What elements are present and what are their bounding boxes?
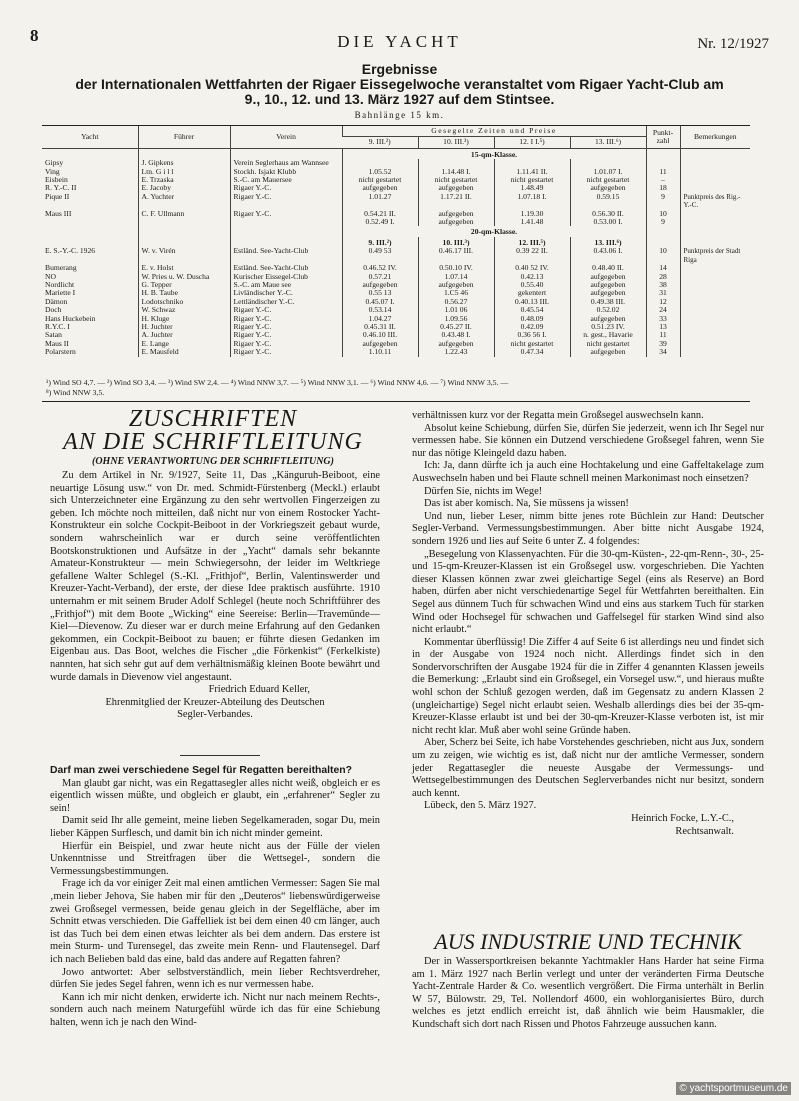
table-cell: Livländischer Y.-C.	[230, 289, 342, 297]
table-cell: 0.51.23 IV.	[570, 323, 646, 331]
table-cell: Hans Huckebein	[45, 314, 96, 323]
table-cell: 0.52.49 I.	[342, 218, 418, 226]
table-cell: E. Trzaska	[138, 176, 230, 184]
results-heading-block	[0, 62, 799, 107]
wind-footnotes	[46, 378, 746, 398]
table-cell: G. Tepper	[138, 281, 230, 289]
course-length: Bahnlänge 15 km.	[354, 110, 445, 120]
table-cell: Rigaer Y.-C.	[230, 315, 342, 323]
table-cell: 1.10.11	[342, 348, 418, 356]
table-cell: nicht gestartet	[418, 176, 494, 184]
table-cell: nicht gestartet	[570, 340, 646, 348]
right-p3: Ich: Ja, dann dürfte ich ja auch eine Hochtakelung und eine Gaffeltakelage zum Auswechseln haben und bei Flaute schnell meinen Markonimast noch einsetzen?	[412, 460, 764, 484]
table-cell: 0.59.15	[570, 193, 646, 210]
table-cell: aufgegeben	[570, 315, 646, 323]
results-table-box	[42, 125, 750, 402]
segel-p3: Hierfür ein Beispiel, und zwar heute nicht aus der Fülle der vielen Unkenntnisse und Streitfragen über die Wettsegel-, sondern die Vermessungsbestimmungen.	[50, 840, 380, 877]
table-cell: Estländ. See-Yacht-Club	[230, 264, 342, 272]
footnote-line1: ¹) Wind SO 4,7. — ²) Wind SO 3,4. — ³) Wind SW 2,4. — ⁴) Wind NNW 3,7. — ⁵) Wind NNW 3,1. — ⁶) Wind NNW 4,6. — ⁷) Wind NNW 3,5. —	[46, 378, 509, 387]
table-row	[42, 176, 750, 184]
zuschriften-title1: ZUSCHRIFTEN	[128, 406, 298, 432]
right-p7: „Besegelung von Klassenyachten. Für die 30-qm-Küsten-, 22-qm-Renn-, 30-, 25- und 15-qm-Kreuzer-Klassen ist ein Großsegel usw. vorgeschrieben. Die Yachten dieser Klassen können zwar zwei gleichartige Segel (eins als Reserve) an Bord haben, dürfen aber nicht verschiedenartige Segel für Wettfahrten bereithalten. Ein Segel aus dünnem Tuch für schwachen Wind und eins aus starkem Tuch für starken Wind oder Hochsegel für schwachen und Gaffelsegel für starken Wind sind also nicht erlaubt.“	[412, 548, 764, 636]
table-cell: 0.48.40 II.	[570, 264, 646, 272]
industrie-p1: Der in Wassersportkreisen bekannte Yachtmakler Hans Harder hat seine Firma am 1. März 1927 nach Berlin verlegt und unter der veränderten Firma Deutsche Yacht-Zentrale Harder & Co. wesentlich vergrößert. Die Firma unterhält in Berlin W 57, Bülowstr. 29, Tel. Nollendorf 4600, ein wohlorganisiertes Büro, durch welches es jetzt endlich erreicht ist, daß ähnlich wie beim Hausmakler, die Kundschaft sich dort nach Rissen und Photos Fahrzeuge aussuchen kann.	[412, 956, 764, 1030]
table-cell: Eisbein	[45, 176, 68, 185]
table-cell: Punktpreis des Rig.-Y.-C.	[680, 193, 750, 210]
table-cell: 0.49 53	[342, 247, 418, 264]
right-place: Lübeck, den 5. März 1927.	[424, 800, 537, 812]
table-cell: 10	[646, 247, 680, 264]
table-cell	[680, 159, 750, 167]
table-cell: Punktpreis der Stadt Riga	[680, 247, 750, 264]
table-cell	[646, 159, 680, 167]
zuschriften-title2: AN DIE SCHRIFTLEITUNG	[63, 429, 363, 455]
table-row	[42, 289, 750, 297]
table-cell: S.-C. am Maue see	[230, 281, 342, 289]
table-cell: Lettländischer Y.-C.	[230, 298, 342, 306]
table-cell: aufgegeben	[570, 273, 646, 281]
article-segel-continued	[412, 410, 764, 838]
table-cell: 0.45.54	[494, 306, 570, 314]
table-cell: nicht gestartet	[494, 340, 570, 348]
segel-p4: Frage ich da vor einiger Zeit mal einen amtlichen Vermesser: Sagen Sie mal ‚mein lieber Jehova, Sie haben mir für den „Deuteros“ liebenswürdigerweise zwei Großsegel vermessen, beide genau gleich in der Segelfläche, aber im Schnitt etwas verschieden. Die Gaffelliek ist bei dem einen 40 cm länger, auch ist das Tuch bei dem einen etwas leichter als bei dem andern. Das erstere ist mein Sturm- und Turensegel, das zweite mein Renn- und Flautensegel. Darf ich nach Belieben bald das eine, bald das andere auf Regatten fahren?	[50, 878, 380, 965]
table-cell: 11	[646, 168, 680, 176]
results-line2: 9., 10., 12. und 13. März 1927 auf dem Stintsee.	[244, 91, 555, 107]
table-cell: 0.55.40	[494, 281, 570, 289]
table-cell	[680, 273, 750, 281]
table-cell: 1.01 06	[418, 306, 494, 314]
table-cell: 0.42.13	[494, 273, 570, 281]
table-cell: 1.11.41 II.	[494, 168, 570, 176]
table-row	[42, 218, 750, 226]
right-p4: Dürfen Sie, nichts im Wege!	[424, 485, 543, 497]
table-cell: 1.14.48 I.	[418, 168, 494, 176]
table-cell: 28	[646, 273, 680, 281]
table-cell	[570, 159, 646, 167]
table-row	[42, 159, 750, 167]
table-row	[42, 315, 750, 323]
table-row	[42, 193, 750, 210]
table-cell: W. v. Virén	[138, 247, 230, 264]
table-row	[42, 306, 750, 314]
table-cell: 10	[646, 210, 680, 218]
focke-signature: Heinrich Focke, L.Y.-C.,	[631, 813, 734, 824]
table-cell: 0.55 13	[342, 289, 418, 297]
table-row	[42, 348, 750, 356]
table-cell	[680, 289, 750, 297]
table-cell: Estländ. See-Yacht-Club	[230, 247, 342, 264]
segel-p6: Kann ich mir nicht denken, erwiderte ich. Nicht nur nach meinem Rechts-, sondern auch nach meinem Naturgefühl würde ich das für eine Schiebung halten, wenn ich je nach den Wind-	[50, 991, 380, 1028]
table-row	[42, 298, 750, 306]
table-cell: aufgegeben	[418, 281, 494, 289]
table-cell: Rigaer Y.-C.	[230, 210, 342, 218]
table-cell: A. Juchter	[138, 331, 230, 339]
keller-title1: Ehrenmitglied der Kreuzer-Abteilung des Deutschen	[105, 696, 325, 708]
table-row	[42, 210, 750, 218]
table-cell: aufgegeben	[570, 281, 646, 289]
results-heading: Ergebnisse	[361, 61, 438, 77]
letter-keller	[50, 470, 380, 722]
col-bemerkungen: Bemerkungen	[680, 126, 750, 148]
table-cell: 0.42.09	[494, 323, 570, 331]
col-race3: 12. I I.⁵)	[494, 137, 570, 148]
table-cell: H. B. Taube	[138, 289, 230, 297]
table-cell	[42, 218, 138, 226]
issue-number: Nr. 12/1927	[697, 36, 769, 52]
table-row	[42, 323, 750, 331]
table-cell: aufgegeben	[342, 340, 418, 348]
table-cell: 1.C5 46	[418, 289, 494, 297]
table-cell: Gipsy	[45, 159, 64, 168]
table-cell: 0.52.02	[570, 306, 646, 314]
right-p9: Aber, Scherz bei Seite, ich habe Vorstehendes geschrieben, nicht aus Jux, sondern um zu zeigen, wie wichtig es ist, daß nicht nur der amtliche Vermesser, sondern jeder Regattasegler die neueste Ausgabe der Vermessungs- und Wettsegelbestimmungen des Deutschen Seglerverbandes nicht nur besitzt, sondern auch kennt.	[412, 737, 764, 799]
table-cell: 0.39 22 II.	[494, 247, 570, 264]
table-cell: nicht gestartet	[570, 176, 646, 184]
table-cell: 0.40.13 III.	[494, 298, 570, 306]
table-cell: Ltn. G i l l	[138, 168, 230, 176]
zuschriften-subtitle: (OHNE VERANTWORTUNG DER SCHRIFTLEITUNG)	[92, 456, 334, 467]
focke-title: Rechtsanwalt.	[675, 825, 734, 837]
table-cell: Rigaer Y.-C.	[230, 331, 342, 339]
table-cell: Rigaer Y.-C.	[230, 193, 342, 210]
table-cell: E. Mausfeld	[138, 348, 230, 356]
table-cell: n. gest., Havarie	[570, 331, 646, 339]
table-cell: 1.41.48	[494, 218, 570, 226]
table-cell	[494, 159, 570, 167]
table-cell: aufgegeben	[418, 184, 494, 192]
table-cell	[680, 210, 750, 218]
table-cell: aufgegeben	[570, 184, 646, 192]
table-cell: C. F. Ullmann	[138, 210, 230, 218]
col-fuehrer: Führer	[138, 126, 230, 148]
table-cell	[680, 281, 750, 289]
table-cell: 0.45.07 I.	[342, 298, 418, 306]
table-cell	[680, 315, 750, 323]
table-cell: 0.53.14	[342, 306, 418, 314]
table-cell	[680, 340, 750, 348]
table-cell: gekentert	[494, 289, 570, 297]
results-table	[42, 126, 750, 357]
table-row	[42, 273, 750, 281]
segel-p1: Man glaubt gar nicht, was ein Regattasegler alles nicht weiß, obgleich er es eigentlich wissen müßte, und obgleich er glaubt, ein „erfahrener“ Segler zu sein!	[50, 777, 380, 814]
table-cell: aufgegeben	[418, 210, 494, 218]
table-cell	[680, 331, 750, 339]
table-cell: Rigaer Y.-C.	[230, 340, 342, 348]
segel-p5: Jowo antwortet: Aber selbstverständlich, mein lieber Rechtsverdreher, dürfen Sie jedes Segel fahren, wenn ich es nur vermessen habe.	[50, 966, 380, 991]
table-cell: 12	[646, 298, 680, 306]
table-cell: 0.57.21	[342, 273, 418, 281]
table-cell: 0.50.10 IV.	[418, 264, 494, 272]
col-zeiten: Gesegelte Zeiten und Preise	[342, 126, 646, 137]
table-cell: aufgegeben	[342, 281, 418, 289]
table-row	[42, 340, 750, 348]
table-cell: Dämon	[45, 297, 68, 306]
race2-20: 10. III.³)	[418, 237, 494, 247]
col-race4: 13. III.⁶)	[570, 137, 646, 148]
race4-20: 13. III.⁶)	[570, 237, 646, 247]
right-p5: Das ist aber komisch. Na, Sie müssens ja wissen!	[424, 498, 629, 510]
table-cell: Kurischer Eissegel-Club	[230, 273, 342, 281]
table-cell: 0.46.52 IV.	[342, 264, 418, 272]
table-cell	[342, 159, 418, 167]
footnote-line2: ⁸) Wind NNW 3,5.	[46, 388, 105, 397]
class-20-label: 20-qm-Klasse.	[342, 226, 646, 236]
table-cell: Rigaer Y.-C.	[230, 306, 342, 314]
table-cell: Doch	[45, 306, 62, 315]
table-cell: W. Pries u. W. Duscha	[138, 273, 230, 281]
class-15-label: 15-qm-Klasse.	[342, 148, 646, 159]
table-cell	[680, 298, 750, 306]
table-cell	[680, 306, 750, 314]
table-cell: 13	[646, 323, 680, 331]
table-row	[42, 331, 750, 339]
zuschriften-heading	[58, 408, 368, 454]
right-p6: Und nun, lieber Leser, nimm bitte jenes rote Büchlein zur Hand: Deutscher Segler-Verband. Vermessungsbestimmungen. Aber bitte nicht Ausgabe 1924, sondern 1926 und lies auf Seite 6 unter Z. 4 folgendes:	[412, 510, 764, 547]
table-cell: E. Jacoby	[138, 184, 230, 192]
table-cell: E. v. Holst	[138, 264, 230, 272]
table-cell: –	[646, 176, 680, 184]
table-cell: 0.36 56 I.	[494, 331, 570, 339]
table-cell: nicht gestartet	[494, 176, 570, 184]
table-cell: 0.43.48 I.	[418, 331, 494, 339]
table-row	[42, 184, 750, 192]
table-cell	[680, 176, 750, 184]
table-cell: Polarstern	[45, 348, 76, 357]
table-cell	[138, 218, 230, 226]
table-cell: Maus III	[45, 209, 72, 218]
table-cell: 1.07.14	[418, 273, 494, 281]
table-cell: aufgegeben	[570, 289, 646, 297]
table-cell: 0.45.31 II.	[342, 323, 418, 331]
table-cell: 38	[646, 281, 680, 289]
col-punktzahl: Punkt-zahl	[646, 126, 680, 148]
table-cell: 14	[646, 264, 680, 272]
table-cell	[680, 348, 750, 356]
col-verein: Verein	[230, 126, 342, 148]
table-cell: S.-C. am Mauersee	[230, 176, 342, 184]
table-cell: A. Yuchter	[138, 193, 230, 210]
table-cell: 0.46.17 III.	[418, 247, 494, 264]
table-cell: Bumerang	[45, 264, 77, 273]
col-yacht: Yacht	[42, 126, 138, 148]
table-cell: 1.04.27	[342, 315, 418, 323]
table-cell: Rigaer Y.-C.	[230, 184, 342, 192]
table-cell: 0.43.06 I.	[570, 247, 646, 264]
table-cell: 9	[646, 193, 680, 210]
table-cell: Ving	[45, 167, 60, 176]
table-cell: Lodotschniko	[138, 298, 230, 306]
keller-title2: Segler-Verbandes.	[177, 709, 253, 721]
table-cell	[680, 264, 750, 272]
right-p1: verhältnissen kurz vor der Regatta mein Großsegel auswechseln kann.	[412, 410, 704, 421]
table-cell: NO	[45, 272, 56, 281]
table-cell: Rigaer Y.-C.	[230, 348, 342, 356]
watermark: © yachtsportmuseum.de	[676, 1082, 791, 1095]
table-cell: Verein Seglerhaus am Wannsee	[230, 159, 342, 167]
table-cell: E. S.-Y.-C. 1926	[45, 247, 96, 256]
table-cell: E. Lange	[138, 340, 230, 348]
table-cell: 1.07.18 I.	[494, 193, 570, 210]
article-industrie	[412, 956, 764, 1032]
table-cell: 1.09.56	[418, 315, 494, 323]
table-cell: Mariette I	[45, 289, 76, 298]
table-cell: 1.05.52	[342, 168, 418, 176]
results-line1: der Internationalen Wettfahrten der Rigaer Eissegelwoche veranstaltet vom Rigaer Yacht-Club am	[75, 76, 724, 92]
right-p8: Kommentar überflüssig! Die Ziffer 4 auf Seite 6 ist allerdings neu und findet sich in der Ausgabe von 1924 noch nicht. Allerdings findet sich in den Sondervorschriften der Ausgabe 1924 für die in Ziffer 4 genannten Klassen jeweils die Bemerkung: „Erlaubt sind ein Großsegel, ein Vorsegel usw.“, und hieraus mußte wohl schon der Schluß gezogen werden, daß im Gegensatz zu andern Klassen 2 (ungleichartige) Segel nicht erlaubt seien. Weshalb allerdings dies bei der 35-qm-Kreuzer-Klasse erlaubt ist und bei der 30-qm-Kreuzer-Klasse verboten ist, ist mir nicht recht klar. Muß aber wohl seine Gründe haben.	[412, 636, 764, 736]
table-cell: 0.40 52 IV.	[494, 264, 570, 272]
industrie-heading: AUS INDUSTRIE UND TECHNIK	[434, 929, 742, 954]
segel-p2: Damit seid Ihr alle gemeint, meine lieben Segelkameraden, sogar Du, mein lieber Käppen Surflesch, und damit bin ich nicht minder gemeint.	[50, 815, 380, 839]
table-cell: J. Gipkens	[138, 159, 230, 167]
table-cell: W. Schwaz	[138, 306, 230, 314]
segel-heading: Darf man zwei verschiedene Segel für Regatten bereithalten?	[50, 765, 352, 776]
table-cell: 0.56.30 II.	[570, 210, 646, 218]
table-cell: 0.46.10 III.	[342, 331, 418, 339]
race1-20: 9. III.²)	[342, 237, 418, 247]
table-cell: 33	[646, 315, 680, 323]
table-cell: Nordlicht	[45, 280, 75, 289]
table-row	[42, 168, 750, 176]
table-cell: Satan	[45, 331, 62, 340]
table-cell: aufgegeben	[418, 218, 494, 226]
table-cell: 0.48.09	[494, 315, 570, 323]
divider	[180, 755, 260, 756]
table-cell: 11	[646, 331, 680, 339]
table-cell: 1.17.21 II.	[418, 193, 494, 210]
table-cell: R. Y.-C. II	[45, 184, 77, 193]
table-cell: aufgegeben	[342, 184, 418, 192]
table-cell: 0.47.34	[494, 348, 570, 356]
journal-title: DIE YACHT	[337, 32, 462, 51]
table-cell: H. Juchter	[138, 323, 230, 331]
table-cell	[680, 168, 750, 176]
table-row	[42, 264, 750, 272]
table-cell: 1.22.43	[418, 348, 494, 356]
table-cell	[680, 218, 750, 226]
table-cell: 0.56.27	[418, 298, 494, 306]
table-cell: 1.01.27	[342, 193, 418, 210]
table-cell: aufgegeben	[570, 348, 646, 356]
table-cell: 9	[646, 218, 680, 226]
table-cell: 0.45.27 II.	[418, 323, 494, 331]
article-segel	[50, 765, 380, 1029]
table-cell: 1.19.30	[494, 210, 570, 218]
table-cell: 0.53.00 I.	[570, 218, 646, 226]
table-cell: Stockh. Isjakt Klubb	[230, 168, 342, 176]
table-cell: R.Y.C. I	[45, 322, 70, 331]
table-cell: Pique II	[45, 192, 70, 201]
table-cell: 1.01.07 I.	[570, 168, 646, 176]
table-cell: 24	[646, 306, 680, 314]
table-cell	[680, 184, 750, 192]
table-cell: H. Kluge	[138, 315, 230, 323]
col-race1: 9. III.²)	[342, 137, 418, 148]
table-cell: 0.54.21 II.	[342, 210, 418, 218]
race3-20: 12. III.⁵)	[494, 237, 570, 247]
table-row	[42, 247, 750, 264]
keller-text: Zu dem Artikel in Nr. 9/1927, Seite 11, Das „Känguruh-Beiboot, eine neuartige Lösung usw.“ von Dr. med. Schmidt-Fürstenberg (Meckl.) erlaubt sich Unterzeichneter eine Ergänzung zu den sehr wertvollen Fingerzeigen zu geben. Ich möchte noch mitteilen, daß nicht nur von einem Rostocker Yacht-Konstrukteur ein solche Cockpit-Beiboot in der Vorkriegszeit gebaut wurde, sondern wahrscheinlich war er durch seine veröffentlichten Bootskonstruktionen und Aufsätze in der „Yacht“ damals sehr bekannte Amateur-Konstrukteur — mein Schwiegersohn, der leider im Weltkriege gefallene Walter Schlegel (S.-Kl. „Frithjof“, Berlin, Valentinswerder und Kreuzer-Yacht-Verband), der erste, der diese Idee praktisch ausführte. 1910 unternahm er mit seinem Bruder Adolf Schlegel (heute noch Schriftführer des „Frithjof“) mit dem Boote „Wicking“ eine Seereise: Berlin—Travemünde—Kiel—Dievenow. Zu dieser war er durch meine Erfahrung auf den Gedanken gekommen, ein Cockpit-Beiboot zu bauen; er führte diesen Gedanken im Eigenbau aus. Das Boot, welches die Fischer „die Förkenkist“ (Ferkelkiste) nannten, hat sich sehr gut auf dem verhältnismäßig kleinen Boote bewährt und wurde damals in Dievenow viel angestaunt.	[50, 470, 380, 683]
table-cell: aufgegeben	[418, 340, 494, 348]
table-cell: 18	[646, 184, 680, 192]
right-p2: Absolut keine Schiebung, dürfen Sie, dürfen Sie jederzeit, wenn ich Ihr Segel nur vermessen habe. Sie können ein Dutzend verschiedene Großsegel fahren, wenn Sie nur das nötige Kleingeld dazu haben.	[412, 422, 764, 459]
table-cell: Rigaer Y.-C.	[230, 323, 342, 331]
table-cell: 39	[646, 340, 680, 348]
table-cell: 31	[646, 289, 680, 297]
table-cell: 0.49.38 III.	[570, 298, 646, 306]
table-cell	[230, 218, 342, 226]
table-cell	[418, 159, 494, 167]
table-cell: nicht gestartet	[342, 176, 418, 184]
table-row	[42, 281, 750, 289]
page-number: 8	[30, 26, 39, 45]
keller-signature: Friedrich Eduard Keller,	[208, 684, 310, 696]
col-race2: 10. III.³)	[418, 137, 494, 148]
table-cell: Maus II	[45, 339, 69, 348]
table-cell: 1.48.49	[494, 184, 570, 192]
table-cell	[680, 323, 750, 331]
table-cell: 34	[646, 348, 680, 356]
